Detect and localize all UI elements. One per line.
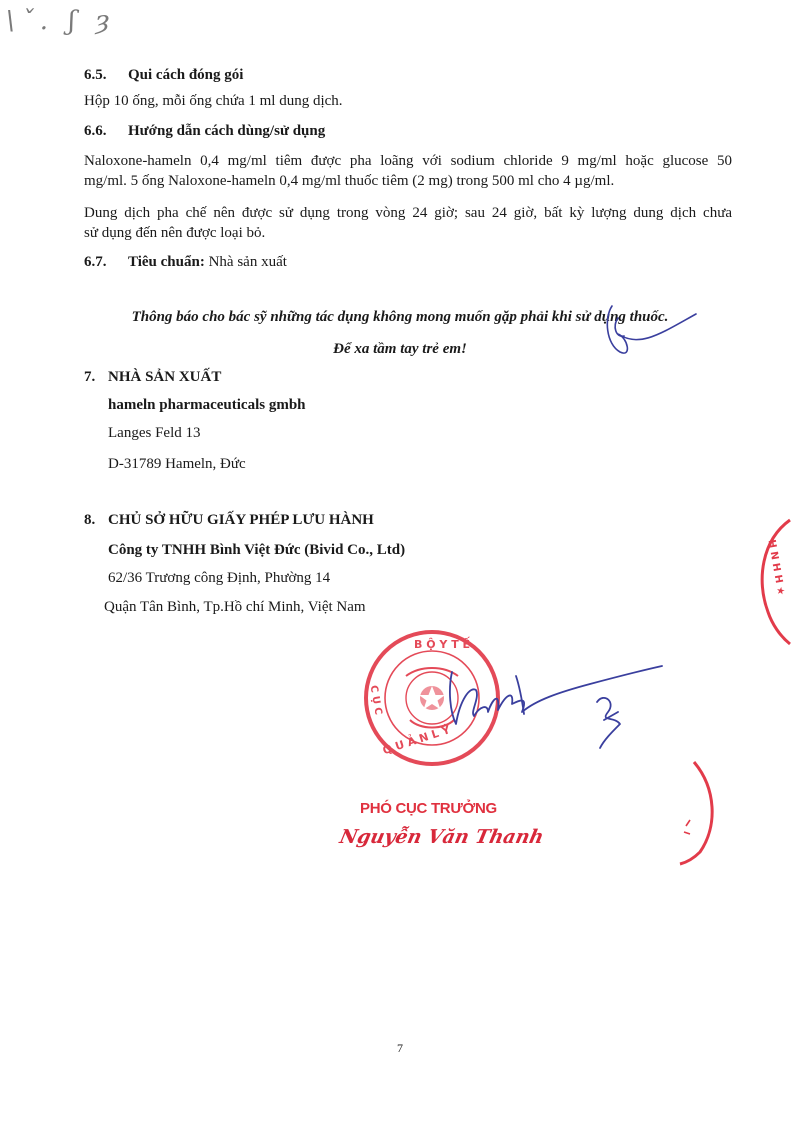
section-number: 8.	[84, 512, 96, 528]
section-title: Tiêu chuẩn:	[128, 254, 205, 270]
section-number: 6.7.	[84, 254, 107, 270]
section-title: NHÀ SẢN XUẤT	[108, 369, 222, 385]
side-arc-mark	[680, 762, 712, 864]
side-stamp	[762, 520, 790, 644]
section-6-6-para1-line1: Naloxone-hameln 0,4 mg/ml tiêm được pha loãng với sodium chloride 9 mg/ml hoặc glucose 50	[84, 153, 732, 169]
official-seal	[366, 632, 498, 764]
signatory-title: PHÓ CỤC TRƯỞNG	[360, 800, 497, 817]
svg-text:C Ụ C: C Ụ C	[367, 684, 384, 716]
section-6-6-para1-line2: mg/ml. 5 ống Naloxone-hameln 0,4 mg/ml thuốc tiêm (2 mg) trong 500 ml cho 4 µg/ml.	[84, 173, 615, 189]
section-title: CHỦ SỞ HỮU GIẤY PHÉP LƯU HÀNH	[108, 512, 374, 528]
section-title: Qui cách đóng gói	[128, 67, 244, 83]
section-value: Nhà sản xuất	[208, 254, 287, 270]
section-6-6-para2-line1: Dung dịch pha chế nên được sử dụng trong vòng 24 giờ; sau 24 giờ, bất kỳ lượng dung dịch chưa	[84, 205, 732, 221]
doctor-notice: Thông báo cho bác sỹ những tác dụng không mong muốn gặp phải khi sử dụng thuốc.	[131, 309, 669, 325]
corner-handwriting: \ˇ. ʃ ȝ	[6, 6, 116, 36]
svg-text:H N H H ★: H N H H ★	[765, 538, 787, 597]
section-6-6-para2-line2: sử dụng đến nên được loại bỏ.	[84, 225, 266, 241]
child-warning: Để xa tầm tay trẻ em!	[333, 341, 467, 357]
section-6-5-text: Hộp 10 ống, mỗi ống chứa 1 ml dung dịch.	[84, 93, 343, 109]
signatory-name: Nguyễn Văn Thanh	[337, 826, 546, 848]
manufacturer-address-1: Langes Feld 13	[108, 425, 201, 441]
section-number: 6.5.	[84, 67, 107, 83]
manufacturer-name: hameln pharmaceuticals gmbh	[108, 397, 306, 413]
license-holder-address-1: 62/36 Trương công Định, Phường 14	[108, 570, 331, 586]
section-number: 7.	[84, 369, 96, 385]
manufacturer-address-2: D-31789 Hameln, Đức	[108, 456, 246, 472]
license-holder-name: Công ty TNHH Bình Việt Đức (Bivid Co., Ltd)	[108, 542, 406, 558]
license-holder-address-2: Quận Tân Bình, Tp.Hồ chí Minh, Việt Nam	[104, 599, 366, 615]
svg-text:B Ộ Y T Ế: B Ộ Y T Ế	[414, 638, 471, 651]
svg-text:Q U Ả N L Ý: Q U Ả N L Ý	[381, 723, 452, 758]
signature	[450, 666, 662, 748]
initial-mark-notice	[607, 306, 696, 353]
page-number: 7	[397, 1041, 403, 1055]
section-title: Hướng dẫn cách dùng/sử dụng	[128, 123, 326, 139]
section-number: 6.6.	[84, 123, 107, 139]
